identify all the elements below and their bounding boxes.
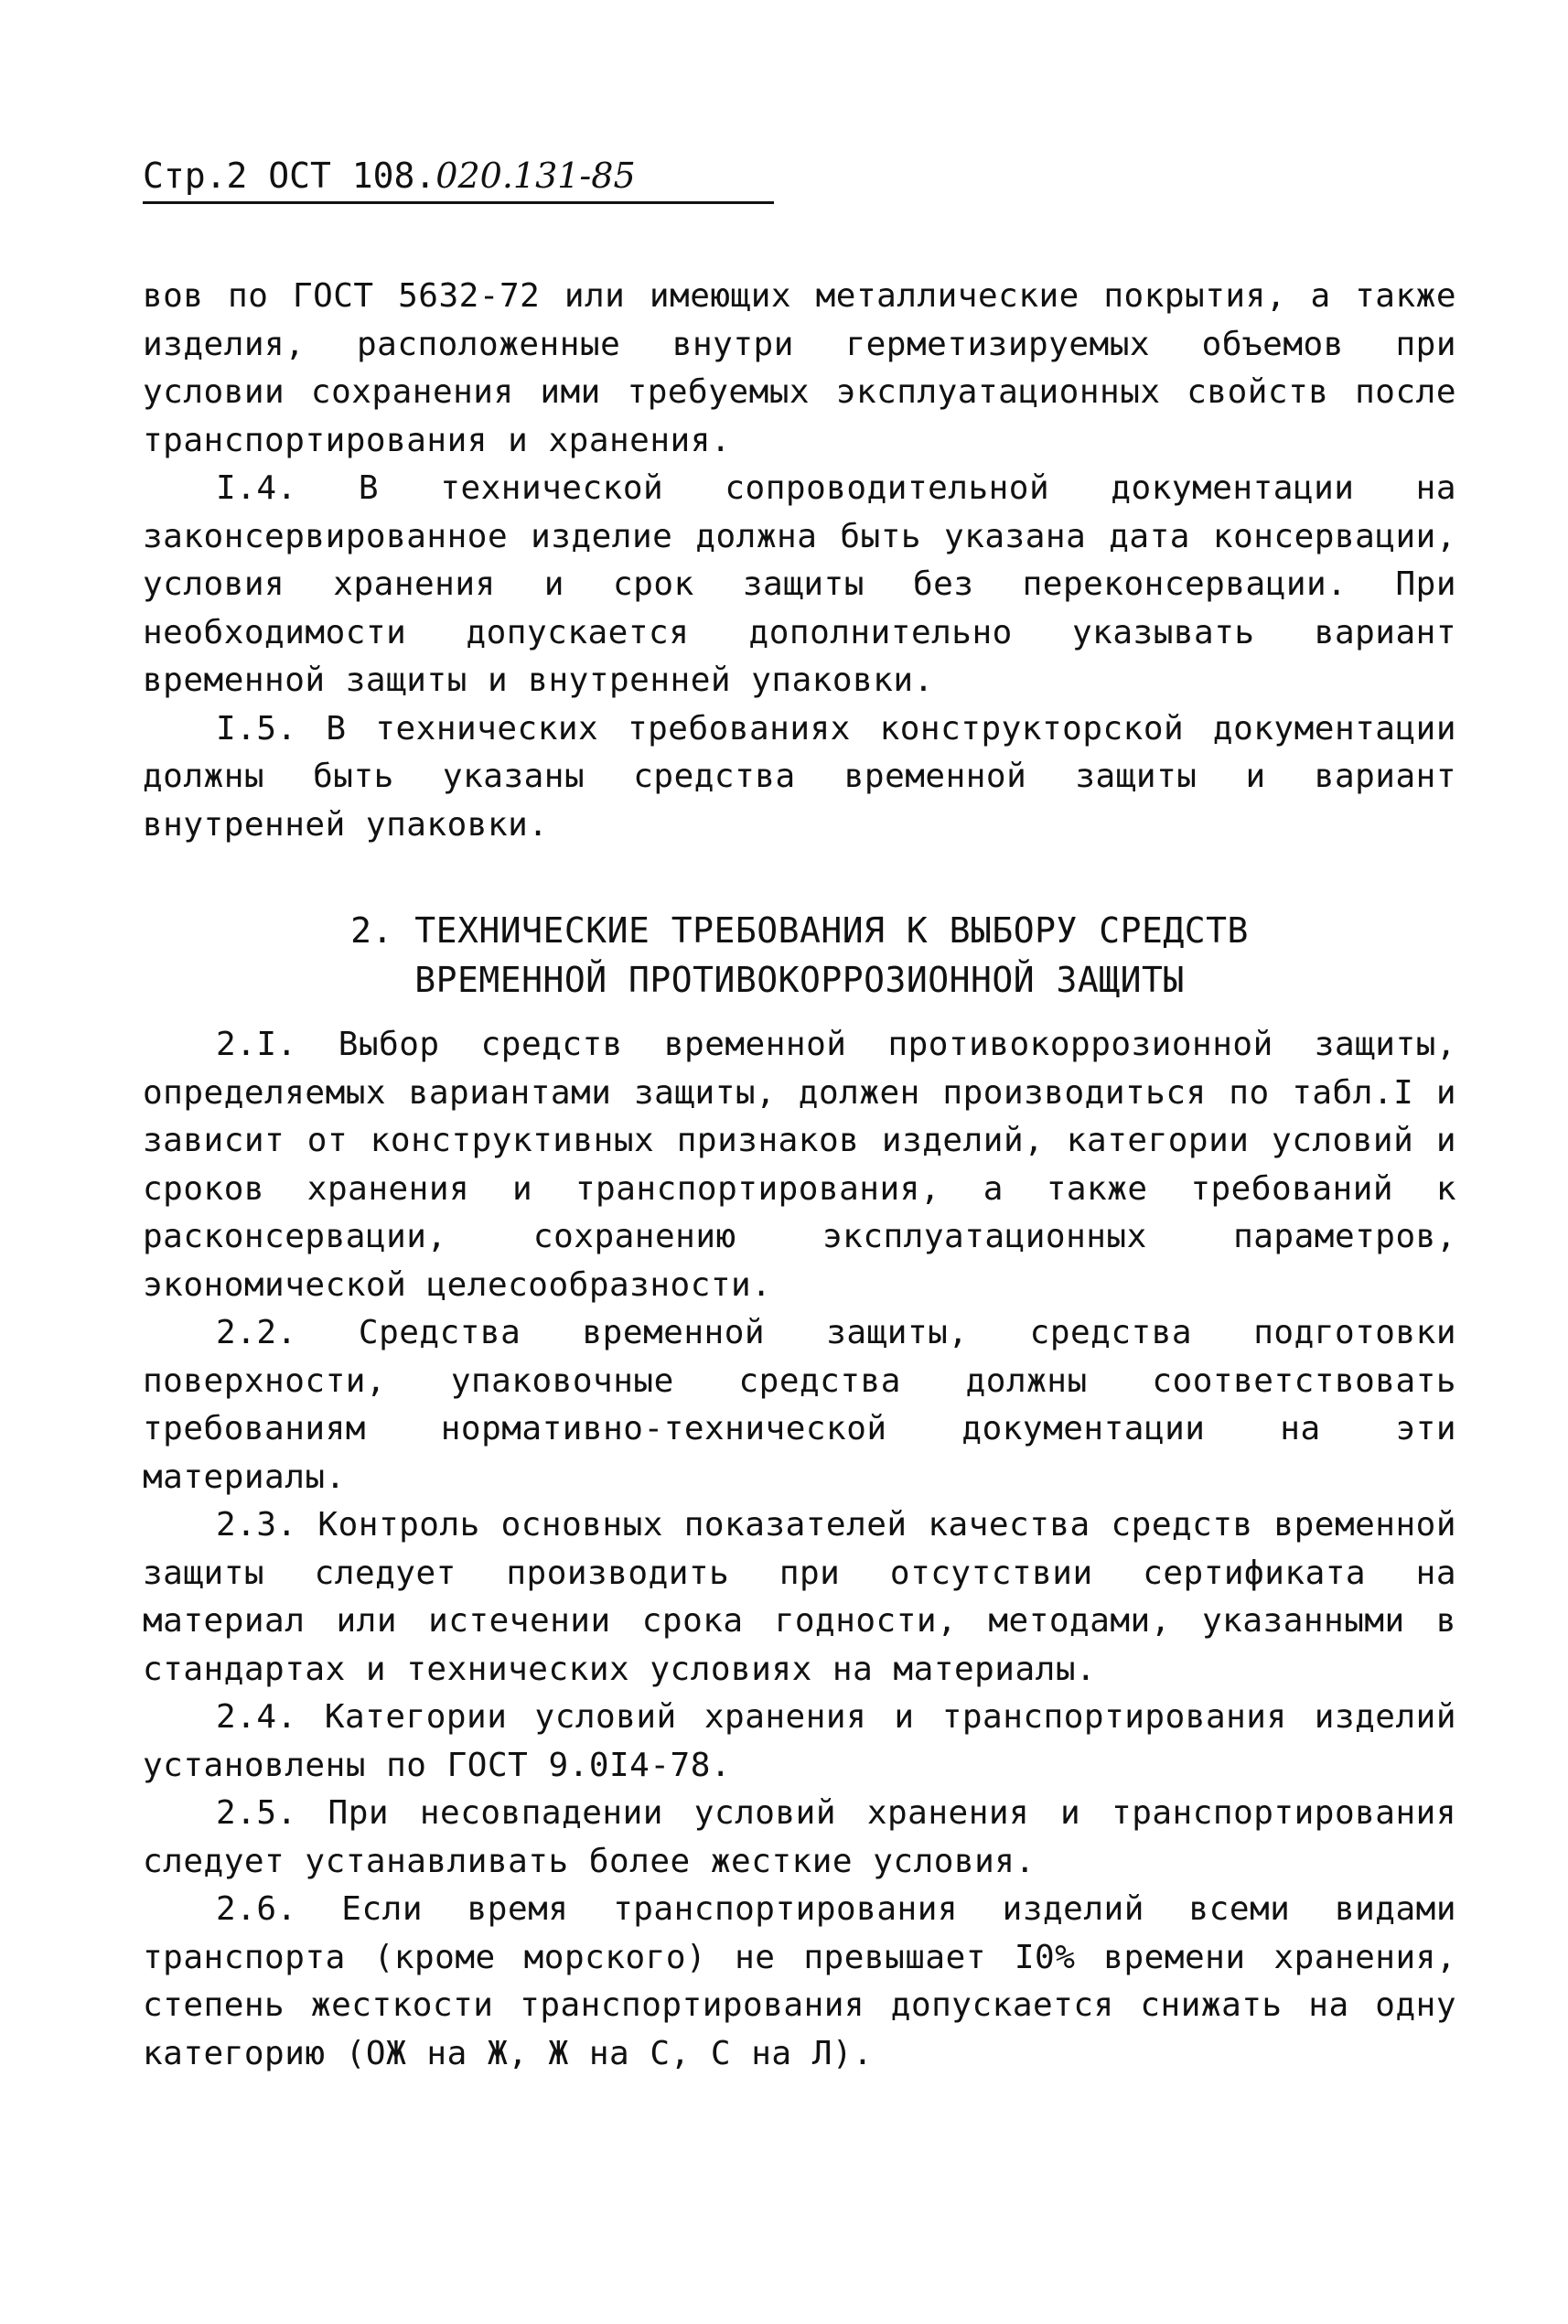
section-heading-line-1: 2. ТЕХНИЧЕСКИЕ ТРЕБОВАНИЯ К ВЫБОРУ СРЕДСТВ bbox=[350, 910, 1249, 951]
paragraph-2-6: 2.6. Если время транспортирования изделий всеми видами транспорта (кроме морского) не превышает I0% времени хранения, степень жесткости транспортирования допускается снижать на одну категорию (ОЖ на Ж, Ж на С, С на Л). bbox=[143, 1890, 1456, 2072]
body-text-before-section bbox=[143, 273, 1456, 849]
header-handwritten-number: 020.131-85 bbox=[435, 156, 636, 196]
paragraph-2-4: 2.4. Категории условий хранения и транспортирования изделий установлены по ГОСТ 9.0I4-78. bbox=[143, 1698, 1456, 1784]
paragraph-2-5: 2.5. При несовпадении условий хранения и транспортирования следует устанавливать более жесткие условия. bbox=[143, 1794, 1456, 1880]
paragraph-2-1: 2.I. Выбор средств временной противокоррозионной защиты, определяемых вариантами защиты, должен производиться по табл.I и зависит от конструктивных признаков изделий, категории условий и сроков хранения и транспортирования, а также требований к расконсервации, сохранению эксплуатационных параметров, экономической целесообразности. bbox=[143, 1026, 1456, 1304]
section-heading-line-2: ВРЕМЕННОЙ ПРОТИВОКОРРОЗИОННОЙ ЗАЩИТЫ bbox=[414, 960, 1185, 1000]
paragraph-2-3: 2.3. Контроль основных показателей качества средств временной защиты следует производить при отсутствии сертификата на материал или истечении срока годности, методами, указанными в стандартах и технических условиях на материалы. bbox=[143, 1506, 1456, 1688]
header-printed-text: Стр.2 ОСТ 108. bbox=[143, 156, 436, 196]
page-header bbox=[143, 154, 774, 204]
paragraph-continuation: вов по ГОСТ 5632-72 или имеющих металлические покрытия, а также изделия, расположенные внутри герметизируемых объемов при условии сохранения ими требуемых эксплуатационных свойств после транспортирования и хранения. bbox=[143, 277, 1456, 459]
paragraph-1-5: I.5. В технических требованиях конструкторской документации должны быть указаны средства временной защиты и вариант внутренней упаковки. bbox=[143, 709, 1456, 844]
paragraph-2-2: 2.2. Средства временной защиты, средства подготовки поверхности, упаковочные средства должны соответствовать требованиям нормативно-технической документации на эти материалы. bbox=[143, 1314, 1456, 1496]
body-text-section-2 bbox=[143, 1021, 1456, 2078]
section-heading bbox=[143, 906, 1456, 1005]
paragraph-1-4: I.4. В технической сопроводительной документации на законсервированное изделие должна быть указана дата консервации, условия хранения и срок защиты без переконсервации. При необходимости допускается дополнительно указывать вариант временной защиты и внутренней упаковки. bbox=[143, 469, 1456, 699]
